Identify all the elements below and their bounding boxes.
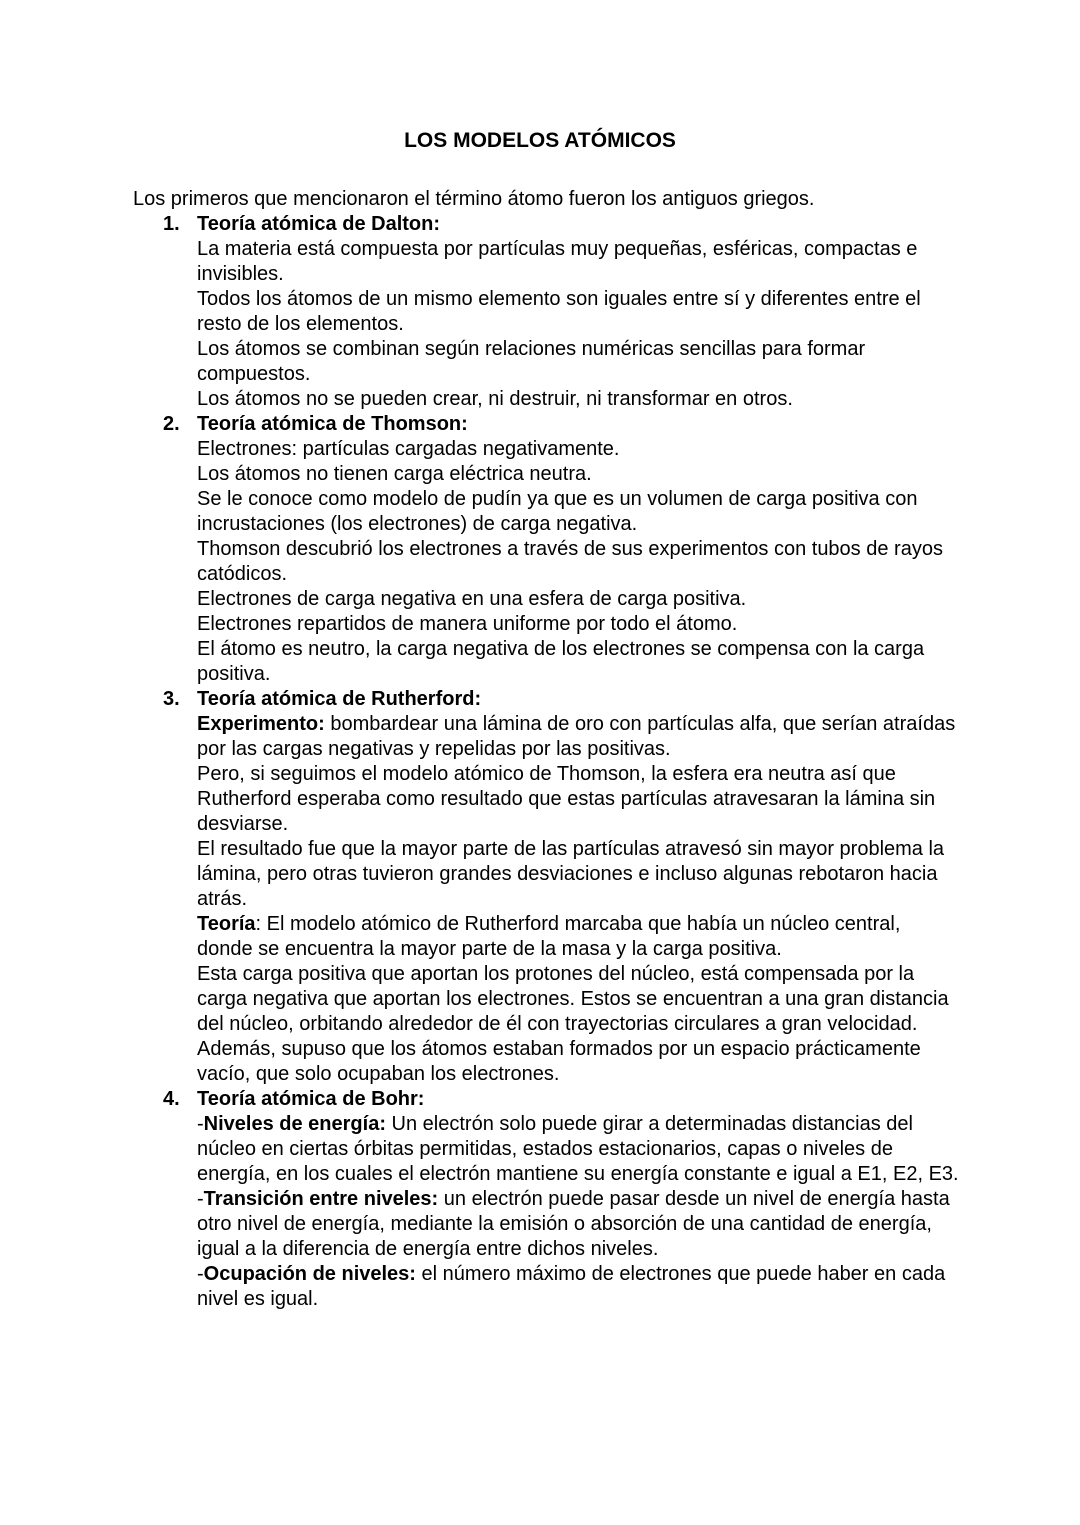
section-number: 4. — [163, 1088, 180, 1110]
statement-paragraph: Pero, si seguimos el modelo atómico de Thomson, la esfera era neutra así que Rutherford esperaba como resultado que estas partículas atravesaran la lámina sin desviarse. — [197, 763, 936, 835]
section-heading: Teoría atómica de Rutherford: — [197, 688, 482, 710]
statement-paragraph: Además, supuso que los átomos estaban formados por un espacio prácticamente vacío, que solo ocupaban los electrones. — [197, 1038, 921, 1085]
section-content — [197, 687, 960, 1087]
section-heading: Teoría atómica de Bohr: — [197, 1088, 425, 1110]
statement-paragraph: Todos los átomos de un mismo elemento son iguales entre sí y diferentes entre el resto de los elementos. — [197, 288, 921, 335]
statement-paragraph: Los átomos se combinan según relaciones numéricas sencillas para formar compuestos. — [197, 338, 866, 385]
section-heading: Teoría atómica de Thomson: — [197, 413, 468, 435]
statement-paragraph: Los átomos no tienen carga eléctrica neutra. — [197, 463, 592, 485]
statement-paragraph: -Transición entre niveles: un electrón puede pasar desde un nivel de energía hasta otro nivel de energía, mediante la emisión o absorción de una cantidad de energía, igual a la diferencia de energía entre dichos niveles. — [197, 1188, 950, 1260]
section-thomson — [133, 412, 960, 687]
section-heading: Teoría atómica de Dalton: — [197, 213, 441, 235]
statement-paragraph: Los átomos no se pueden crear, ni destruir, ni transformar en otros. — [197, 388, 793, 410]
statement-paragraph: Electrones repartidos de manera uniforme por todo el átomo. — [197, 613, 738, 635]
section-number: 2. — [163, 413, 180, 435]
section-number: 3. — [163, 688, 180, 710]
statement-paragraph: Se le conoce como modelo de pudín ya que es un volumen de carga positiva con incrustaciones (los electrones) de carga negativa. — [197, 488, 918, 535]
statement-paragraph: -Ocupación de niveles: el número máximo de electrones que puede haber en cada nivel es igual. — [197, 1263, 946, 1310]
section-content — [197, 212, 960, 412]
section-content — [197, 1087, 960, 1312]
statement-paragraph: Thomson descubrió los electrones a través de sus experimentos con tubos de rayos catódicos. — [197, 538, 943, 585]
statement-paragraph: -Niveles de energía: Un electrón solo puede girar a determinadas distancias del núcleo en ciertas órbitas permitidas, estados estacionarios, capas o niveles de energía, en los cuales el electrón mantiene su energía constante e igual a E1, E2, E3. — [197, 1113, 959, 1185]
section-number: 1. — [163, 213, 180, 235]
statement-paragraph: La materia está compuesta por partículas muy pequeñas, esféricas, compactas e invisibles. — [197, 238, 918, 285]
section-bohr — [133, 1087, 960, 1312]
section-content — [197, 412, 960, 687]
intro-paragraph: Los primeros que mencionaron el término átomo fueron los antiguos griegos. — [133, 188, 815, 210]
statement-paragraph: Electrones de carga negativa en una esfera de carga positiva. — [197, 588, 747, 610]
statement-paragraph: Esta carga positiva que aportan los protones del núcleo, está compensada por la carga negativa que aportan los electrones. Estos se encuentran a una gran distancia del núcleo, orbitando alrededor de él con trayectorias circulares a gran velocidad. — [197, 963, 949, 1035]
statement-paragraph: Electrones: partículas cargadas negativamente. — [197, 438, 620, 460]
section-rutherford — [133, 687, 960, 1087]
document-title: LOS MODELOS ATÓMICOS — [404, 129, 676, 152]
statement-paragraph: Teoría: El modelo atómico de Rutherford marcaba que había un núcleo central, donde se encuentra la mayor parte de la masa y la carga positiva. — [197, 913, 901, 960]
statement-paragraph: El resultado fue que la mayor parte de las partículas atravesó sin mayor problema la lámina, pero otras tuvieron grandes desviaciones e incluso algunas rebotaron hacia atrás. — [197, 838, 945, 910]
statement-paragraph: Experimento: bombardear una lámina de oro con partículas alfa, que serían atraídas por las cargas negativas y repelidas por las positivas. — [197, 713, 956, 760]
section-dalton — [133, 212, 960, 412]
statement-paragraph: El átomo es neutro, la carga negativa de los electrones se compensa con la carga positiva. — [197, 638, 925, 685]
